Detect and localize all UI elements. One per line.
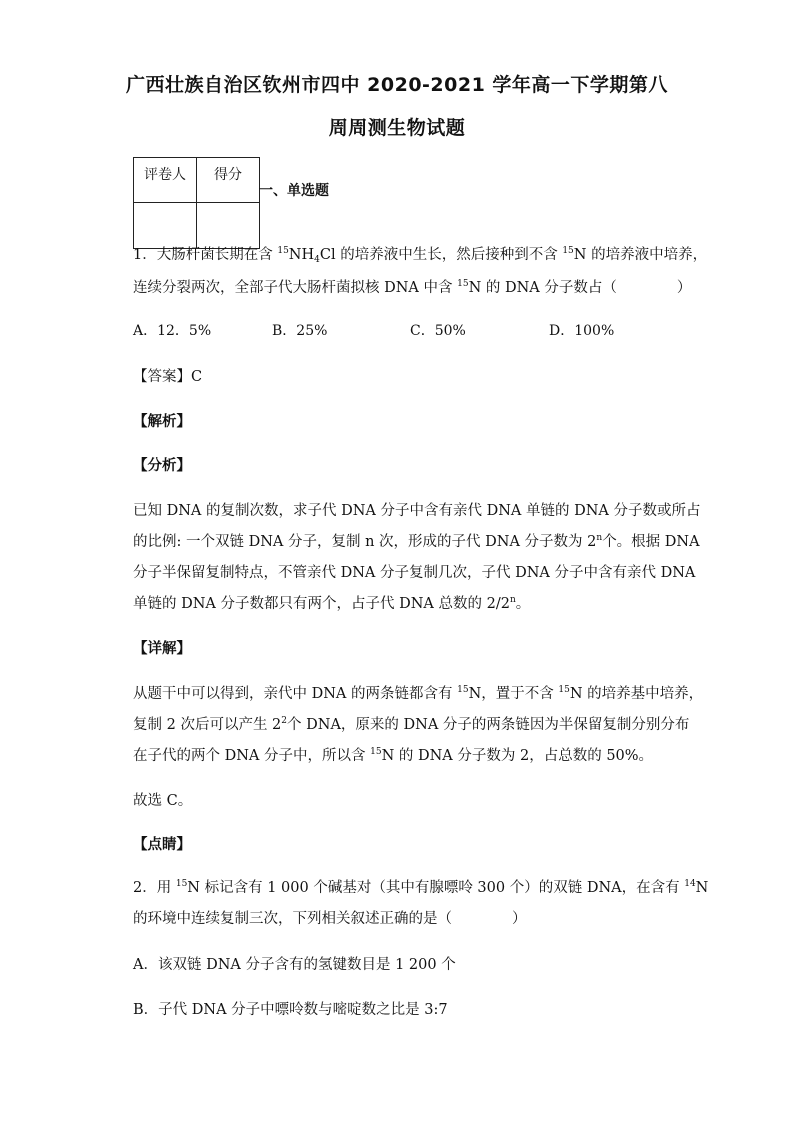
q1-fenxi-label: 【分析】 [133,458,191,474]
section-heading: 一、单选题 [259,183,329,199]
document-title-line-1: 广西壮族自治区钦州市四中 2020-2021 学年高一下学期第八 [126,74,668,96]
q2-option-b: B．子代 DNA 分子中嘌呤数与嘧啶数之比是 3:7 [133,1002,448,1018]
q1-stem-line-2: 连续分裂两次，全部子代大肠杆菌拟核 DNA 中含 $^{15}$N 的 DNA 分子数占（ ） [133,279,692,296]
q1-stem-line-1: 1．大肠杆菌长期在含 $^{15}NH_4Cl$ 的培养液中生长，然后接种到不含 $^{15}$N 的培养液中培养， [133,246,708,265]
q2-option-a: A．该双链 DNA 分子含有的氢键数目是 1 200 个 [133,957,456,973]
q1-detail-label: 【详解】 [133,641,191,657]
q1-fenxi-line-4: 单链的 DNA 分子数都只有两个，占子代 DNA 总数的 2/2$^n$。 [133,595,531,612]
q1-detail-line-3: 在子代的两个 DNA 分子中，所以含 $^{15}$N 的 DNA 分子数为 2，占总数的 50%。 [133,747,654,764]
q1-fenxi-line-3: 分子半保留复制特点，不管亲代 DNA 分子复制几次，子代 DNA 分子中含有亲代 DNA [133,565,696,581]
q1-detail-line-1: 从题干中可以得到，亲代中 DNA 的两条链都含有 $^{15}$N，置于不含 $^{15}$N 的培养基中培养， [133,685,704,702]
q1-comment-label: 【点睛】 [133,837,191,853]
q2-stem-line-1: 2．用 $^{15}$N 标记含有 1 000 个碱基对（其中有腺嘌呤 300 个）的双链 DNA，在含有 $^{14}$N [133,879,709,896]
q1-option-c: C．50% [410,323,466,339]
q1-fenxi-line-2: 的比例: 一个双链 DNA 分子，复制 n 次，形成的子代 DNA 分子数为 2$^n$个。根据 DNA [133,533,700,550]
score-table [133,157,260,249]
q1-option-d: D．100% [549,323,615,339]
q1-conclusion: 故选 C。 [133,793,193,809]
q1-answer: 【答案】C [133,369,203,385]
q1-option-b: B．25% [272,323,328,339]
score-table-header-score: 得分 [197,158,260,203]
score-table-score-cell [197,203,260,249]
score-table-grader-cell [134,203,197,249]
q1-option-a: A．12．5% [133,323,212,339]
document-title-line-2: 周周测生物试题 [328,117,466,139]
score-table-header-grader: 评卷人 [134,158,197,203]
q1-detail-line-2: 复制 2 次后可以产生 $2^2$个 DNA，原来的 DNA 分子的两条链因为半保留复制分别分布 [133,716,690,733]
q2-stem-line-2: 的环境中连续复制三次，下列相关叙述正确的是（ ） [133,911,527,927]
q1-fenxi-line-1: 已知 DNA 的复制次数，求子代 DNA 分子中含有亲代 DNA 单链的 DNA 分子数或所占 [133,503,701,519]
q1-analysis-label: 【解析】 [133,414,191,430]
